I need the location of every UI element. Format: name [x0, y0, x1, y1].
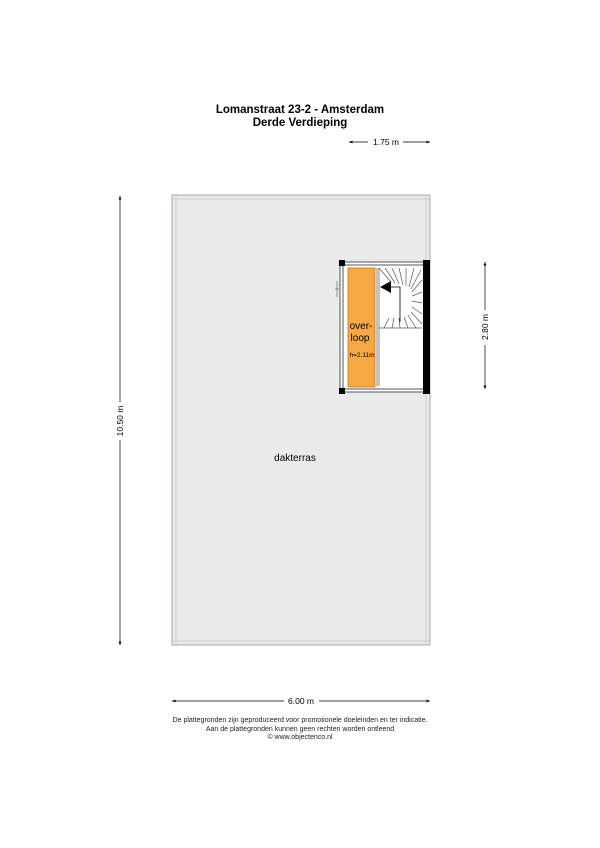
landing-height-label: h=2.11m	[349, 352, 375, 359]
copyright-line: © www.objectenco.nl	[267, 734, 333, 741]
terrace-label: dakterras	[274, 453, 316, 464]
floor-name: Derde Verdieping	[252, 117, 348, 129]
plan-title: Lomanstraat 23-2 - Amsterdam	[215, 104, 385, 116]
disclaimer-line-2: Aan de plattegronden kunnen geen rechten worden ontleend	[205, 725, 395, 733]
dim-total-height-label: 10.50 m	[115, 405, 125, 437]
landing-label-line1: over-	[349, 321, 373, 332]
dim-top-width-label: 1.75 m	[373, 137, 399, 147]
landing-label-line2: loop	[350, 333, 370, 344]
corner-post	[339, 388, 345, 394]
disclaimer-line-1: De plattegronden zijn geproduceerd voor promotionele doeleinden en ter indicatie.	[172, 717, 428, 724]
corner-post	[339, 260, 345, 266]
housing-wall-right	[423, 260, 430, 394]
dim-stair-height-label: 2.80 m	[480, 314, 490, 340]
dim-total-width-label: 6.00 m	[288, 696, 314, 706]
